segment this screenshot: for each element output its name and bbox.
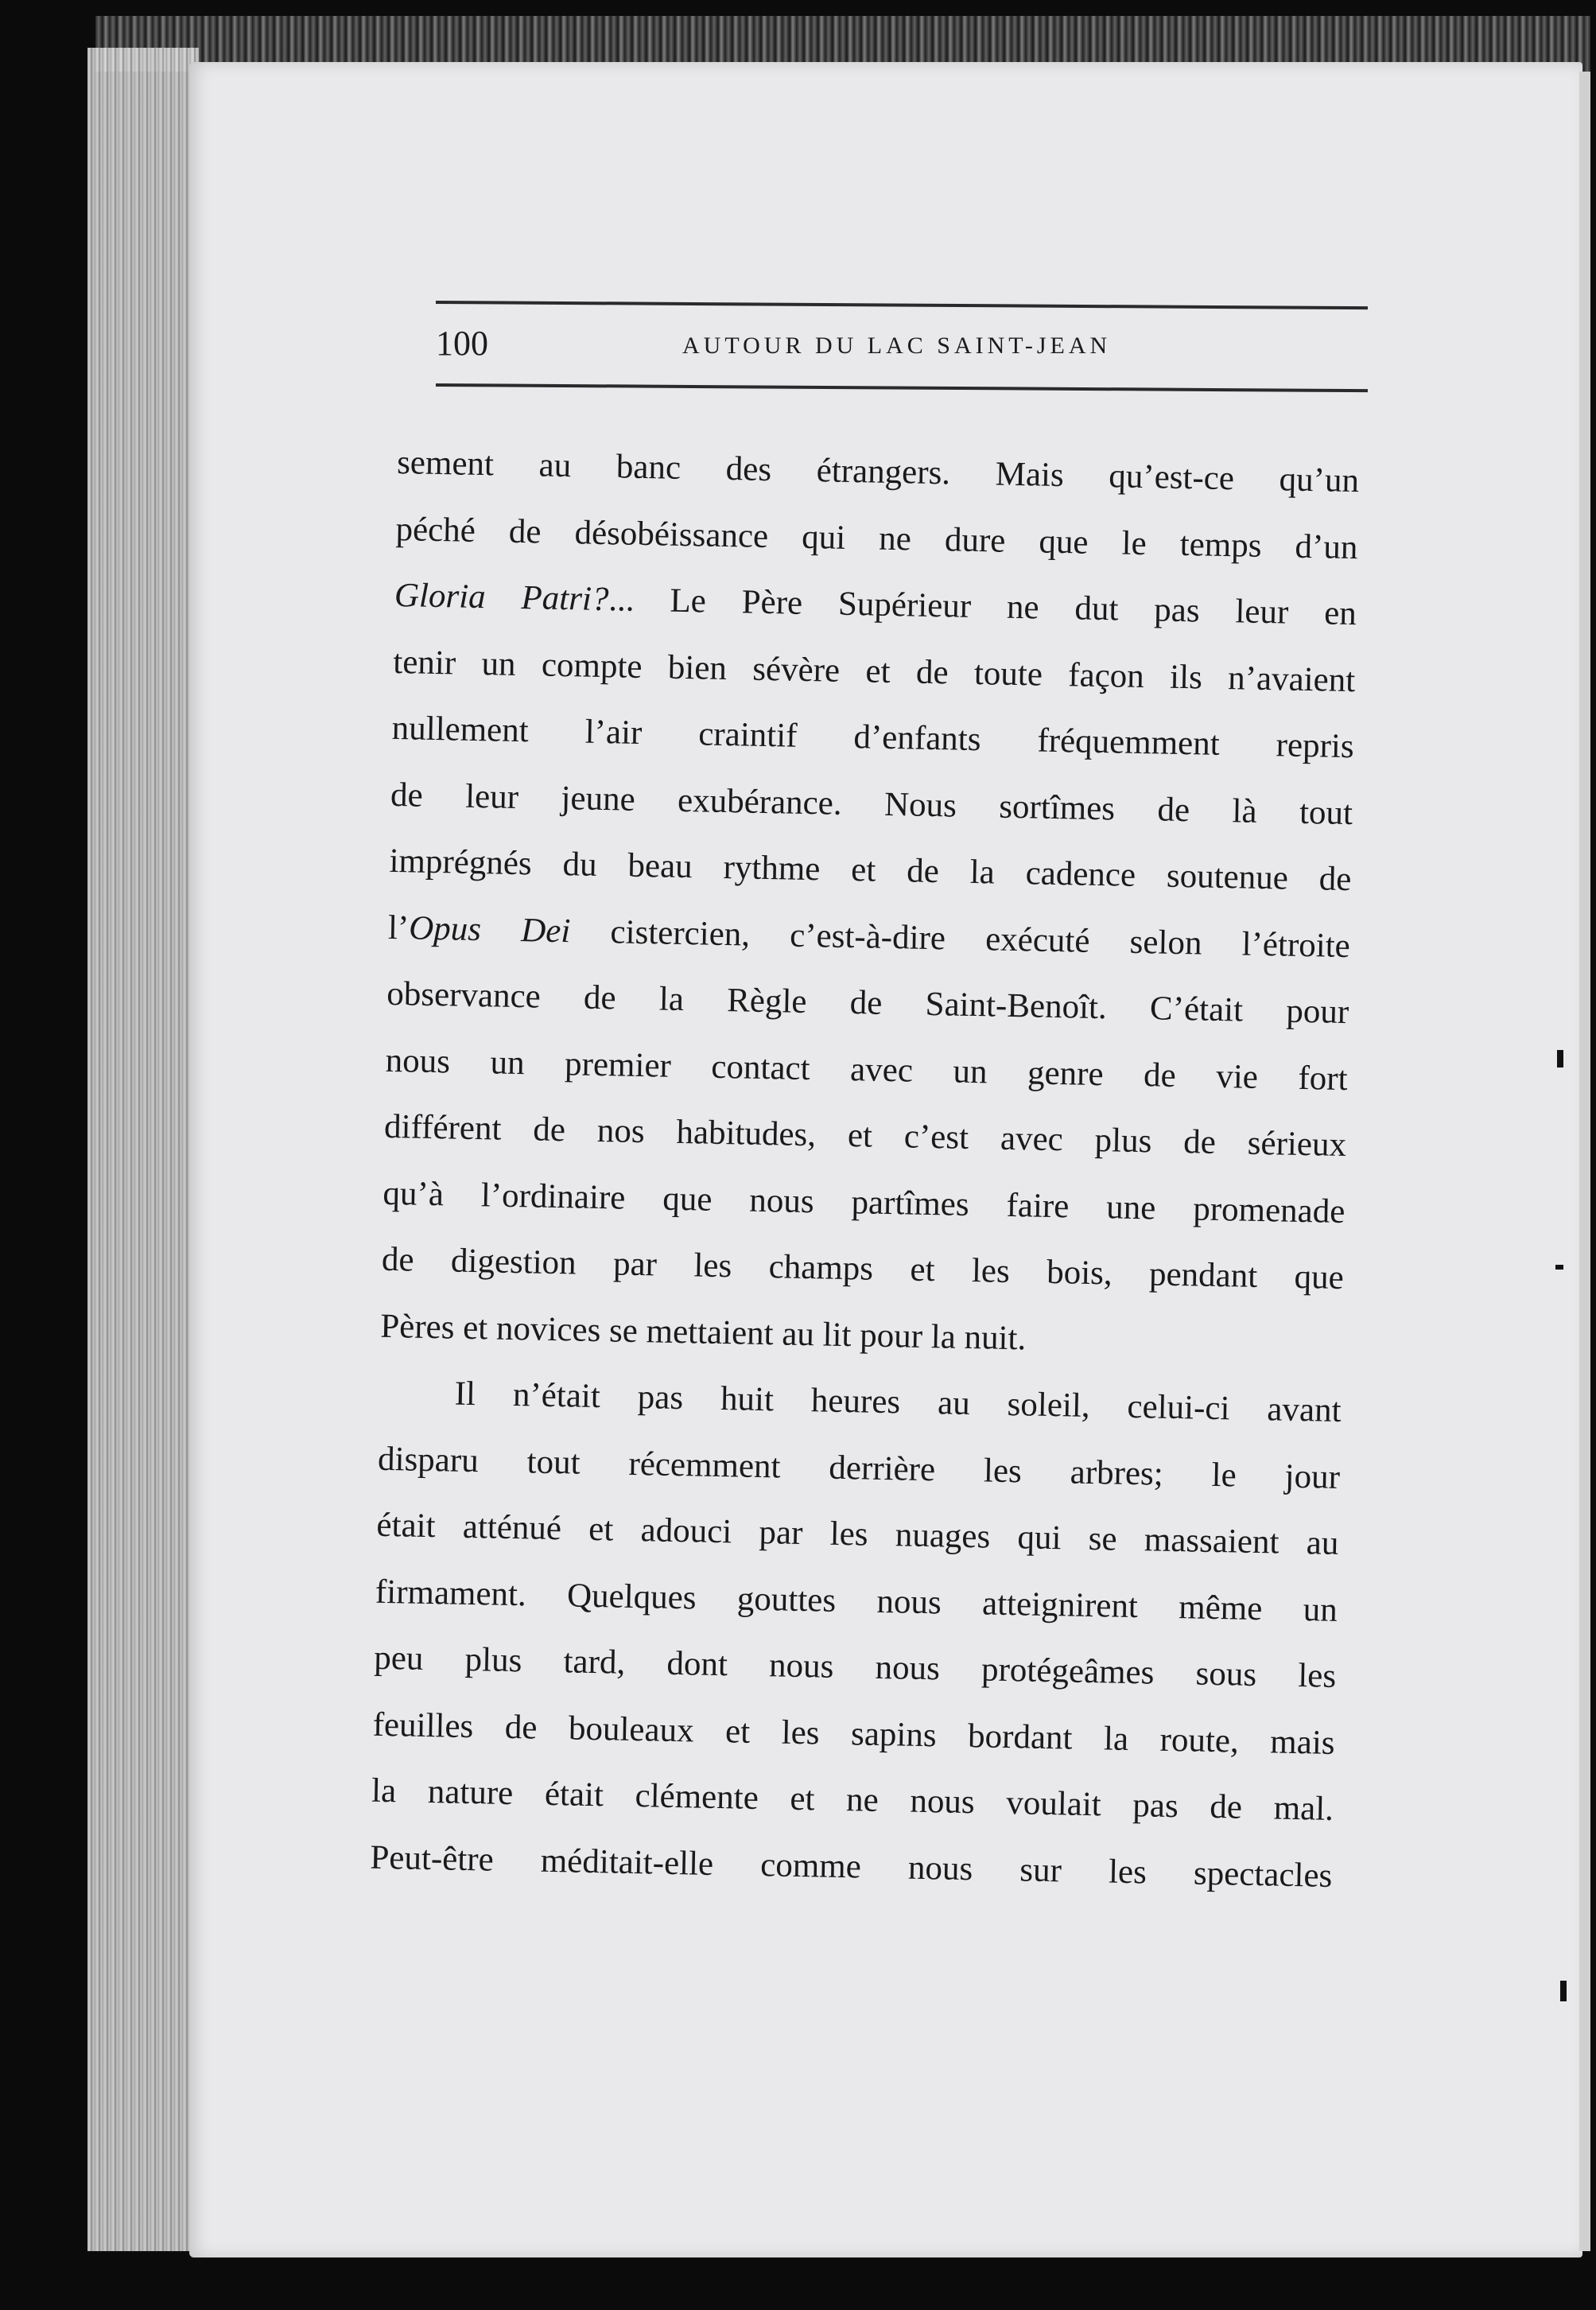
running-title: AUTOUR DU LAC SAINT-JEAN (682, 332, 1112, 359)
text-line: Il n’était pas huit heures au soleil, celui-ci avant (454, 1375, 1342, 1430)
scan-speck (1560, 1981, 1567, 2001)
text-line: Pères et novices se mettaient au lit pour la nuit. (379, 1307, 1027, 1357)
book-page-edges (87, 48, 199, 2251)
text-line: sement au banc des étrangers. Mais qu’est-ce qu’un (396, 443, 1360, 500)
text-line: feuilles de bouleaux et les sapins bordant la route, mais (372, 1705, 1335, 1762)
body-text (370, 430, 1376, 1909)
text-fragment: cistercien, c’est-à-dire exécuté selon l’étroite (569, 912, 1351, 965)
scan-speck (1557, 1050, 1563, 1068)
text-line: qu’à l’ordinaire que nous partîmes faire une promenade (382, 1174, 1346, 1231)
text-line: la nature était clémente et ne nous voulait pas de mal. (371, 1771, 1334, 1828)
text-line: firmament. Quelques gouttes nous atteignirent même un (375, 1573, 1338, 1629)
italic-phrase: Gloria Patri? (394, 576, 609, 619)
scan-speck (1555, 1265, 1563, 1270)
text-line: péché de désobéissance qui ne dure que le temps d’un (395, 510, 1358, 566)
page-header (436, 301, 1368, 399)
text-line: disparu tout récemment derrière les arbres; le jour (377, 1440, 1341, 1496)
page-number: 100 (436, 324, 488, 363)
text-fragment: ... Le Père Supérieur ne dut pas leur en (608, 581, 1357, 633)
text-line: de digestion par les champs et les bois, pendant que (381, 1240, 1345, 1297)
text-line: observance de la Règle de Saint-Benoît. C’était pour (386, 974, 1349, 1032)
book-right-edge (1579, 72, 1590, 2251)
text-line: différent de nos habitudes, et c’est avec plus de sérieux (383, 1107, 1347, 1165)
text-line: était atténué et adouci par les nuages qui se massaient au (376, 1506, 1339, 1562)
text-fragment: l’ (387, 908, 410, 947)
text-line: nullement l’air craintif d’enfants fréquemment repris (391, 709, 1355, 766)
header-rule-bottom (436, 383, 1368, 392)
italic-phrase: Opus Dei (408, 908, 571, 950)
text-line: nous un premier contact avec un genre de vie fort (385, 1041, 1349, 1098)
text-line: imprégnés du beau rythme et de la cadence soutenue de (389, 842, 1352, 899)
text-line: peu plus tard, dont nous nous protégeâmes sous les (373, 1639, 1337, 1695)
text-line: de leur jeune exubérance. Nous sortîmes de là tout (390, 776, 1353, 832)
header-rule-top (436, 301, 1368, 309)
text-line: tenir un compte bien sévère et de toute façon ils n’avaient (392, 643, 1356, 699)
text-line: Peut-être méditait-elle comme nous sur les spectacles (370, 1838, 1333, 1895)
